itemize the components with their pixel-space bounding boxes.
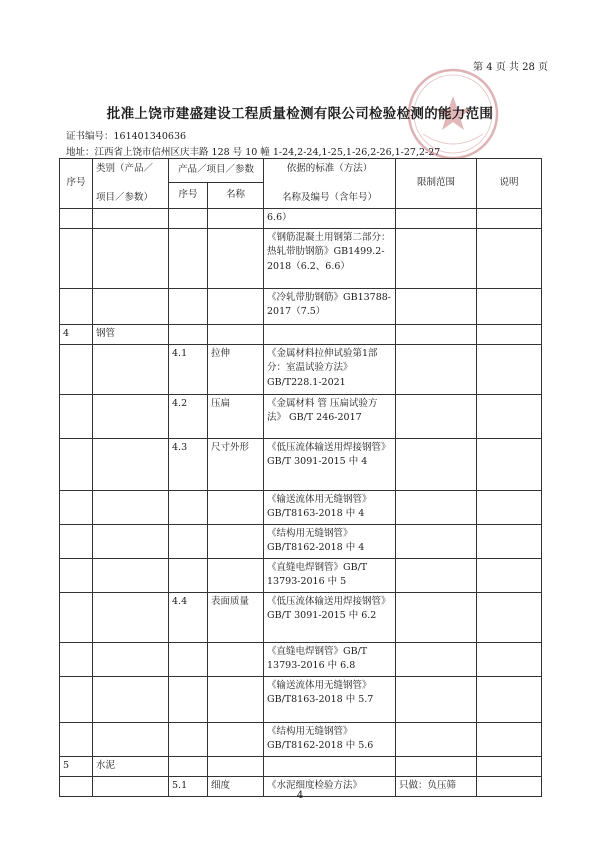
cell-item-name xyxy=(208,642,264,676)
cell-limit xyxy=(396,642,477,676)
cell-note xyxy=(477,288,542,324)
cell-standard: 《直缝电焊钢管》GB/T 13793-2016 中 5 xyxy=(264,558,396,592)
cell-category xyxy=(93,642,169,676)
header-category-line1: 类别（产品／ xyxy=(96,162,154,174)
cell-item-seq xyxy=(169,642,208,676)
cell-category xyxy=(93,438,169,490)
table-row xyxy=(60,490,542,524)
cell-limit xyxy=(396,524,477,558)
cell-limit xyxy=(396,209,477,229)
cell-limit xyxy=(396,394,477,438)
cell-category xyxy=(93,524,169,558)
cell-note xyxy=(477,722,542,756)
cell-item-seq xyxy=(169,288,208,324)
cell-limit: 只做：负压筛 xyxy=(396,776,477,796)
cell-category xyxy=(93,394,169,438)
table-row xyxy=(60,756,542,776)
table-row xyxy=(60,642,542,676)
cell-item-name xyxy=(208,324,264,344)
cell-item-seq xyxy=(169,756,208,776)
cell-item-name xyxy=(208,676,264,722)
cell-seq: 4 xyxy=(60,324,93,344)
cell-standard: 《输送流体用无缝钢管》GB/T8163-2018 中 5.7 xyxy=(264,676,396,722)
cell-limit xyxy=(396,228,477,288)
cell-limit xyxy=(396,592,477,642)
cell-item-seq xyxy=(169,722,208,756)
table-body xyxy=(60,209,542,797)
cell-limit xyxy=(396,438,477,490)
header-product-group: 产品／项目／参数 xyxy=(169,159,264,183)
cell-note xyxy=(477,324,542,344)
cell-category xyxy=(93,722,169,756)
cell-standard: 《钢筋混凝土用钢第二部分：热轧带肋钢筋》GB1499.2-2018（6.2、6.6） xyxy=(264,228,396,288)
cell-note xyxy=(477,228,542,288)
cell-standard xyxy=(264,324,396,344)
cell-standard: 《低压流体输送用焊接钢管》GB/T 3091-2015 中 4 xyxy=(264,438,396,490)
cell-item-name xyxy=(208,209,264,229)
footer-page-number: 4 xyxy=(296,790,304,801)
cell-note xyxy=(477,642,542,676)
cell-category: 水泥 xyxy=(93,756,169,776)
table-row xyxy=(60,676,542,722)
cell-seq xyxy=(60,642,93,676)
table-row xyxy=(60,394,542,438)
table-row xyxy=(60,722,542,756)
cell-item-seq xyxy=(169,228,208,288)
table-row xyxy=(60,324,542,344)
cell-category xyxy=(93,490,169,524)
cell-limit xyxy=(396,324,477,344)
header-standard-line1: 依据的标准（方法） xyxy=(286,162,373,174)
header-item-name: 名称 xyxy=(208,183,264,209)
cell-category xyxy=(93,344,169,394)
cell-item-seq xyxy=(169,676,208,722)
cell-item-seq: 4.3 xyxy=(169,438,208,490)
cell-note xyxy=(477,756,542,776)
cell-note xyxy=(477,558,542,592)
cell-item-name xyxy=(208,558,264,592)
cell-seq xyxy=(60,490,93,524)
cell-item-name xyxy=(208,288,264,324)
cell-note xyxy=(477,394,542,438)
cell-limit xyxy=(396,756,477,776)
cell-seq xyxy=(60,438,93,490)
table-row xyxy=(60,592,542,642)
cell-seq xyxy=(60,524,93,558)
header-note: 说明 xyxy=(477,159,542,209)
cell-seq xyxy=(60,209,93,229)
cell-standard: 《冷轧带肋钢筋》GB13788-2017（7.5） xyxy=(264,288,396,324)
cell-item-name xyxy=(208,524,264,558)
cell-item-seq xyxy=(169,324,208,344)
cell-seq xyxy=(60,558,93,592)
cell-item-name: 压扁 xyxy=(208,394,264,438)
table-row xyxy=(60,228,542,288)
cell-item-seq: 4.1 xyxy=(169,344,208,394)
cell-seq xyxy=(60,344,93,394)
cell-seq xyxy=(60,394,93,438)
cell-item-seq: 4.4 xyxy=(169,592,208,642)
cell-limit xyxy=(396,558,477,592)
header-seq: 序号 xyxy=(60,159,93,209)
cell-category xyxy=(93,592,169,642)
cell-item-name xyxy=(208,722,264,756)
cell-item-name: 拉伸 xyxy=(208,344,264,394)
cell-item-name: 细度 xyxy=(208,776,264,796)
header-category xyxy=(93,159,169,209)
cell-note xyxy=(477,490,542,524)
cell-item-name xyxy=(208,490,264,524)
cell-standard: 《金属材料拉伸试验第1部分：室温试验方法》GB/T228.1-2021 xyxy=(264,344,396,394)
cell-category xyxy=(93,209,169,229)
cell-standard: 《结构用无缝钢管》GB/T8162-2018 中 4 xyxy=(264,524,396,558)
cell-category xyxy=(93,228,169,288)
table-row xyxy=(60,344,542,394)
cell-standard: 《金属材料 管 压扁试验方法》 GB/T 246-2017 xyxy=(264,394,396,438)
cell-note xyxy=(477,592,542,642)
header-standard-line2: 名称及编号（含年号） xyxy=(282,191,378,203)
header-limit: 限制范围 xyxy=(396,159,477,209)
scope-table xyxy=(59,158,542,797)
cell-category xyxy=(93,558,169,592)
cell-note xyxy=(477,524,542,558)
cell-item-seq xyxy=(169,209,208,229)
certificate-number: 证书编号：161401340636 xyxy=(66,131,187,142)
cell-standard: 《水泥细度检验方法》 xyxy=(264,776,396,796)
cell-limit xyxy=(396,490,477,524)
cell-note xyxy=(477,209,542,229)
cell-limit xyxy=(396,676,477,722)
cell-standard: 《直缝电焊钢管》GB/T 13793-2016 中 6.8 xyxy=(264,642,396,676)
cell-category xyxy=(93,288,169,324)
cell-seq xyxy=(60,288,93,324)
cell-note xyxy=(477,438,542,490)
table-row xyxy=(60,438,542,490)
header-item-seq: 序号 xyxy=(169,183,208,209)
cell-standard: 6.6） xyxy=(264,209,396,229)
table-row xyxy=(60,288,542,324)
header-category-line2: 项目／参数） xyxy=(96,191,154,203)
cell-seq: 5 xyxy=(60,756,93,776)
table-row xyxy=(60,558,542,592)
cell-limit xyxy=(396,722,477,756)
cell-seq xyxy=(60,722,93,756)
cell-item-seq xyxy=(169,558,208,592)
cell-seq xyxy=(60,592,93,642)
cell-note xyxy=(477,676,542,722)
cell-item-name xyxy=(208,228,264,288)
cell-item-name: 尺寸外形 xyxy=(208,438,264,490)
cell-item-seq: 5.1 xyxy=(169,776,208,796)
cell-seq xyxy=(60,676,93,722)
cell-standard: 《输送流体用无缝钢管》GB/T8163-2018 中 4 xyxy=(264,490,396,524)
header-standard xyxy=(264,159,396,209)
page-label: 第 4 页 共 28 页 xyxy=(473,62,548,73)
cell-category xyxy=(93,676,169,722)
cell-standard xyxy=(264,756,396,776)
cell-standard: 《结构用无缝钢管》GB/T8162-2018 中 5.6 xyxy=(264,722,396,756)
document-title: 批准上饶市建盛建设工程质量检测有限公司检验检测的能力范围 xyxy=(106,106,494,122)
cell-limit xyxy=(396,344,477,394)
cell-item-seq xyxy=(169,490,208,524)
table-row xyxy=(60,524,542,558)
cell-item-seq: 4.2 xyxy=(169,394,208,438)
cell-standard: 《低压流体输送用焊接钢管》GB/T 3091-2015 中 6.2 xyxy=(264,592,396,642)
cell-note xyxy=(477,344,542,394)
cell-seq xyxy=(60,228,93,288)
cell-item-seq xyxy=(169,524,208,558)
cell-item-name: 表面质量 xyxy=(208,592,264,642)
cell-item-name xyxy=(208,756,264,776)
table-row xyxy=(60,209,542,229)
cell-category: 钢管 xyxy=(93,324,169,344)
cell-limit xyxy=(396,288,477,324)
address-line: 地址：江西省上饶市信州区庆丰路 128 号 10 幢 1-24,2-24,1-25,1-26,2-26,1-27,2-27 xyxy=(66,147,441,158)
